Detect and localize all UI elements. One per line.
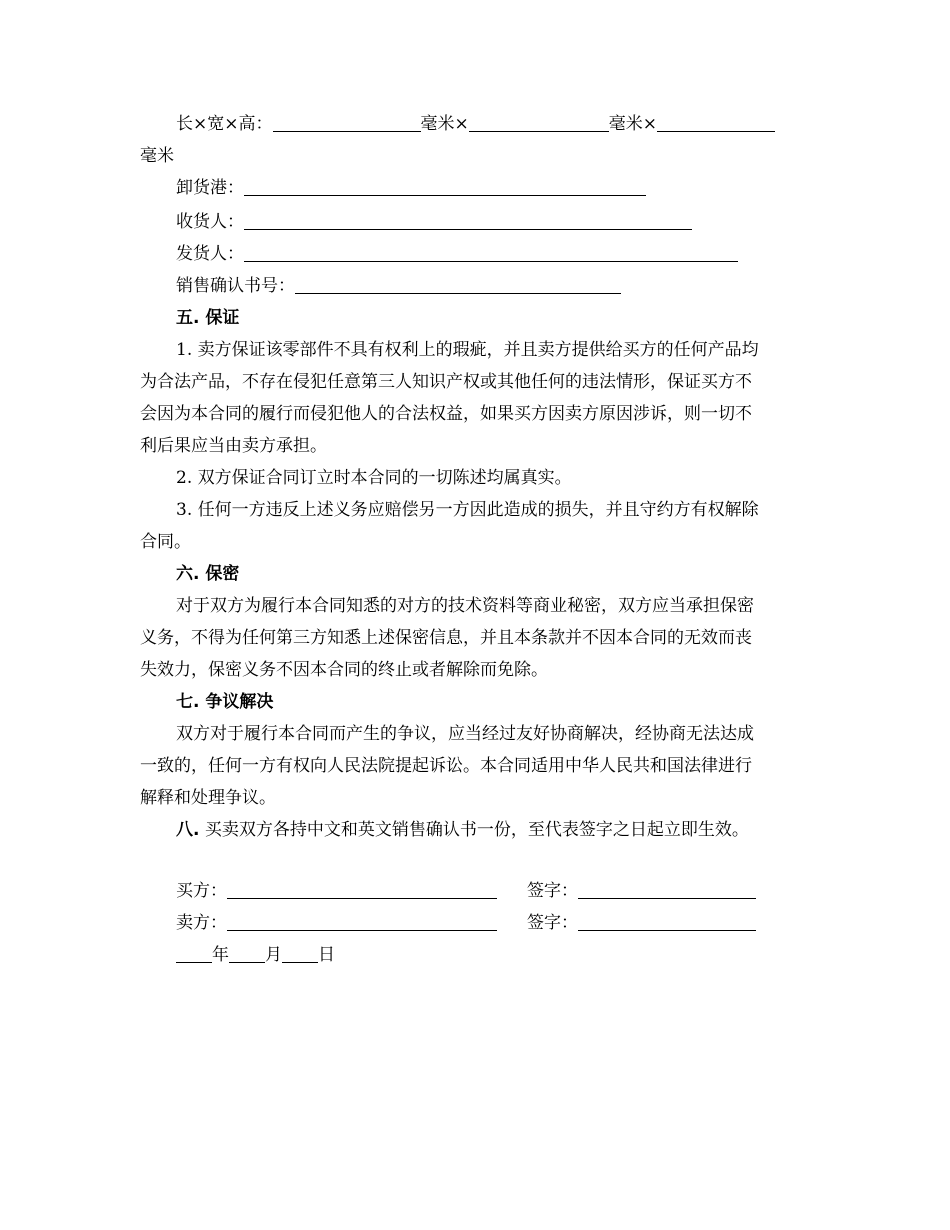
section-8	[176, 820, 812, 840]
month-blank[interactable]	[229, 945, 265, 963]
buyer-blank[interactable]	[227, 881, 497, 899]
section-6-line-1: 对于双方为履行本合同知悉的对方的技术资料等商业秘密，双方应当承担保密	[176, 596, 754, 616]
section-7-title: 七. 争议解决	[176, 692, 274, 712]
consignee-blank[interactable]	[244, 212, 692, 230]
seller-label: 卖方：	[176, 913, 227, 933]
dimensions-unit-line: 毫米	[140, 146, 174, 166]
buyer-signature-row	[176, 881, 812, 901]
height-blank[interactable]	[657, 114, 775, 132]
seller-signature-row	[176, 913, 812, 933]
section-8-number: 八.	[176, 820, 200, 840]
day-label: 日	[318, 945, 335, 965]
section-5-p1-line-1: 1. 卖方保证该零部件不具有权利上的瑕疵，并且卖方提供给买方的任何产品均	[176, 340, 759, 360]
sales-no-label: 销售确认书号：	[176, 276, 295, 296]
length-blank[interactable]	[273, 114, 421, 132]
sales-no-field	[176, 276, 812, 296]
section-5-p1-line-4: 利后果应当由卖方承担。	[140, 436, 327, 456]
dimensions-line	[176, 114, 812, 134]
seller-blank[interactable]	[227, 913, 497, 931]
seller-sign-label: 签字：	[527, 913, 578, 933]
port-label: 卸货港：	[176, 178, 244, 198]
year-blank[interactable]	[176, 945, 212, 963]
buyer-sign-blank[interactable]	[578, 881, 756, 899]
section-5-p2: 2. 双方保证合同订立时本合同的一切陈述均属真实。	[176, 468, 572, 488]
port-field	[176, 178, 812, 198]
section-7-line-1: 双方对于履行本合同而产生的争议，应当经过友好协商解决，经协商无法达成	[176, 724, 754, 744]
section-6-line-3: 失效力，保密义务不因本合同的终止或者解除而免除。	[140, 660, 548, 680]
buyer-sign-label: 签字：	[527, 881, 578, 901]
shipper-label: 发货人：	[176, 244, 244, 264]
section-7-line-2: 一致的，任何一方有权向人民法院提起诉讼。本合同适用中华人民共和国法律进行	[140, 756, 752, 776]
section-6-title: 六. 保密	[176, 564, 240, 584]
date-row	[176, 945, 812, 965]
section-5-p1-line-2: 为合法产品，不存在侵犯任意第三人知识产权或其他任何的违法情形，保证买方不	[140, 372, 752, 392]
shipper-field	[176, 244, 812, 264]
seller-sign-blank[interactable]	[578, 913, 756, 931]
section-5-p1-line-3: 会因为本合同的履行而侵犯他人的合法权益，如果买方因卖方原因涉诉，则一切不	[140, 404, 752, 424]
month-label: 月	[265, 945, 282, 965]
dimensions-unit-1: 毫米×	[420, 114, 469, 134]
dimensions-unit-2: 毫米×	[608, 114, 657, 134]
section-8-text: 买卖双方各持中文和英文销售确认书一份，至代表签字之日起立即生效。	[204, 820, 749, 840]
buyer-label: 买方：	[176, 881, 227, 901]
sales-no-blank[interactable]	[295, 276, 621, 294]
section-7-line-3: 解释和处理争议。	[140, 788, 276, 808]
consignee-label: 收货人：	[176, 212, 244, 232]
shipper-blank[interactable]	[244, 244, 738, 262]
width-blank[interactable]	[469, 114, 609, 132]
section-6-line-2: 义务，不得为任何第三方知悉上述保密信息，并且本条款并不因本合同的无效而丧	[140, 628, 752, 648]
day-blank[interactable]	[282, 945, 318, 963]
port-blank[interactable]	[244, 178, 646, 196]
section-5-title: 五. 保证	[176, 308, 240, 328]
section-5-p3-line-2: 合同。	[140, 532, 191, 552]
section-5-p3-line-1: 3. 任何一方违反上述义务应赔偿另一方因此造成的损失，并且守约方有权解除	[176, 500, 759, 520]
year-label: 年	[212, 945, 229, 965]
dimensions-label: 长×宽×高：	[176, 114, 273, 134]
consignee-field	[176, 212, 812, 232]
